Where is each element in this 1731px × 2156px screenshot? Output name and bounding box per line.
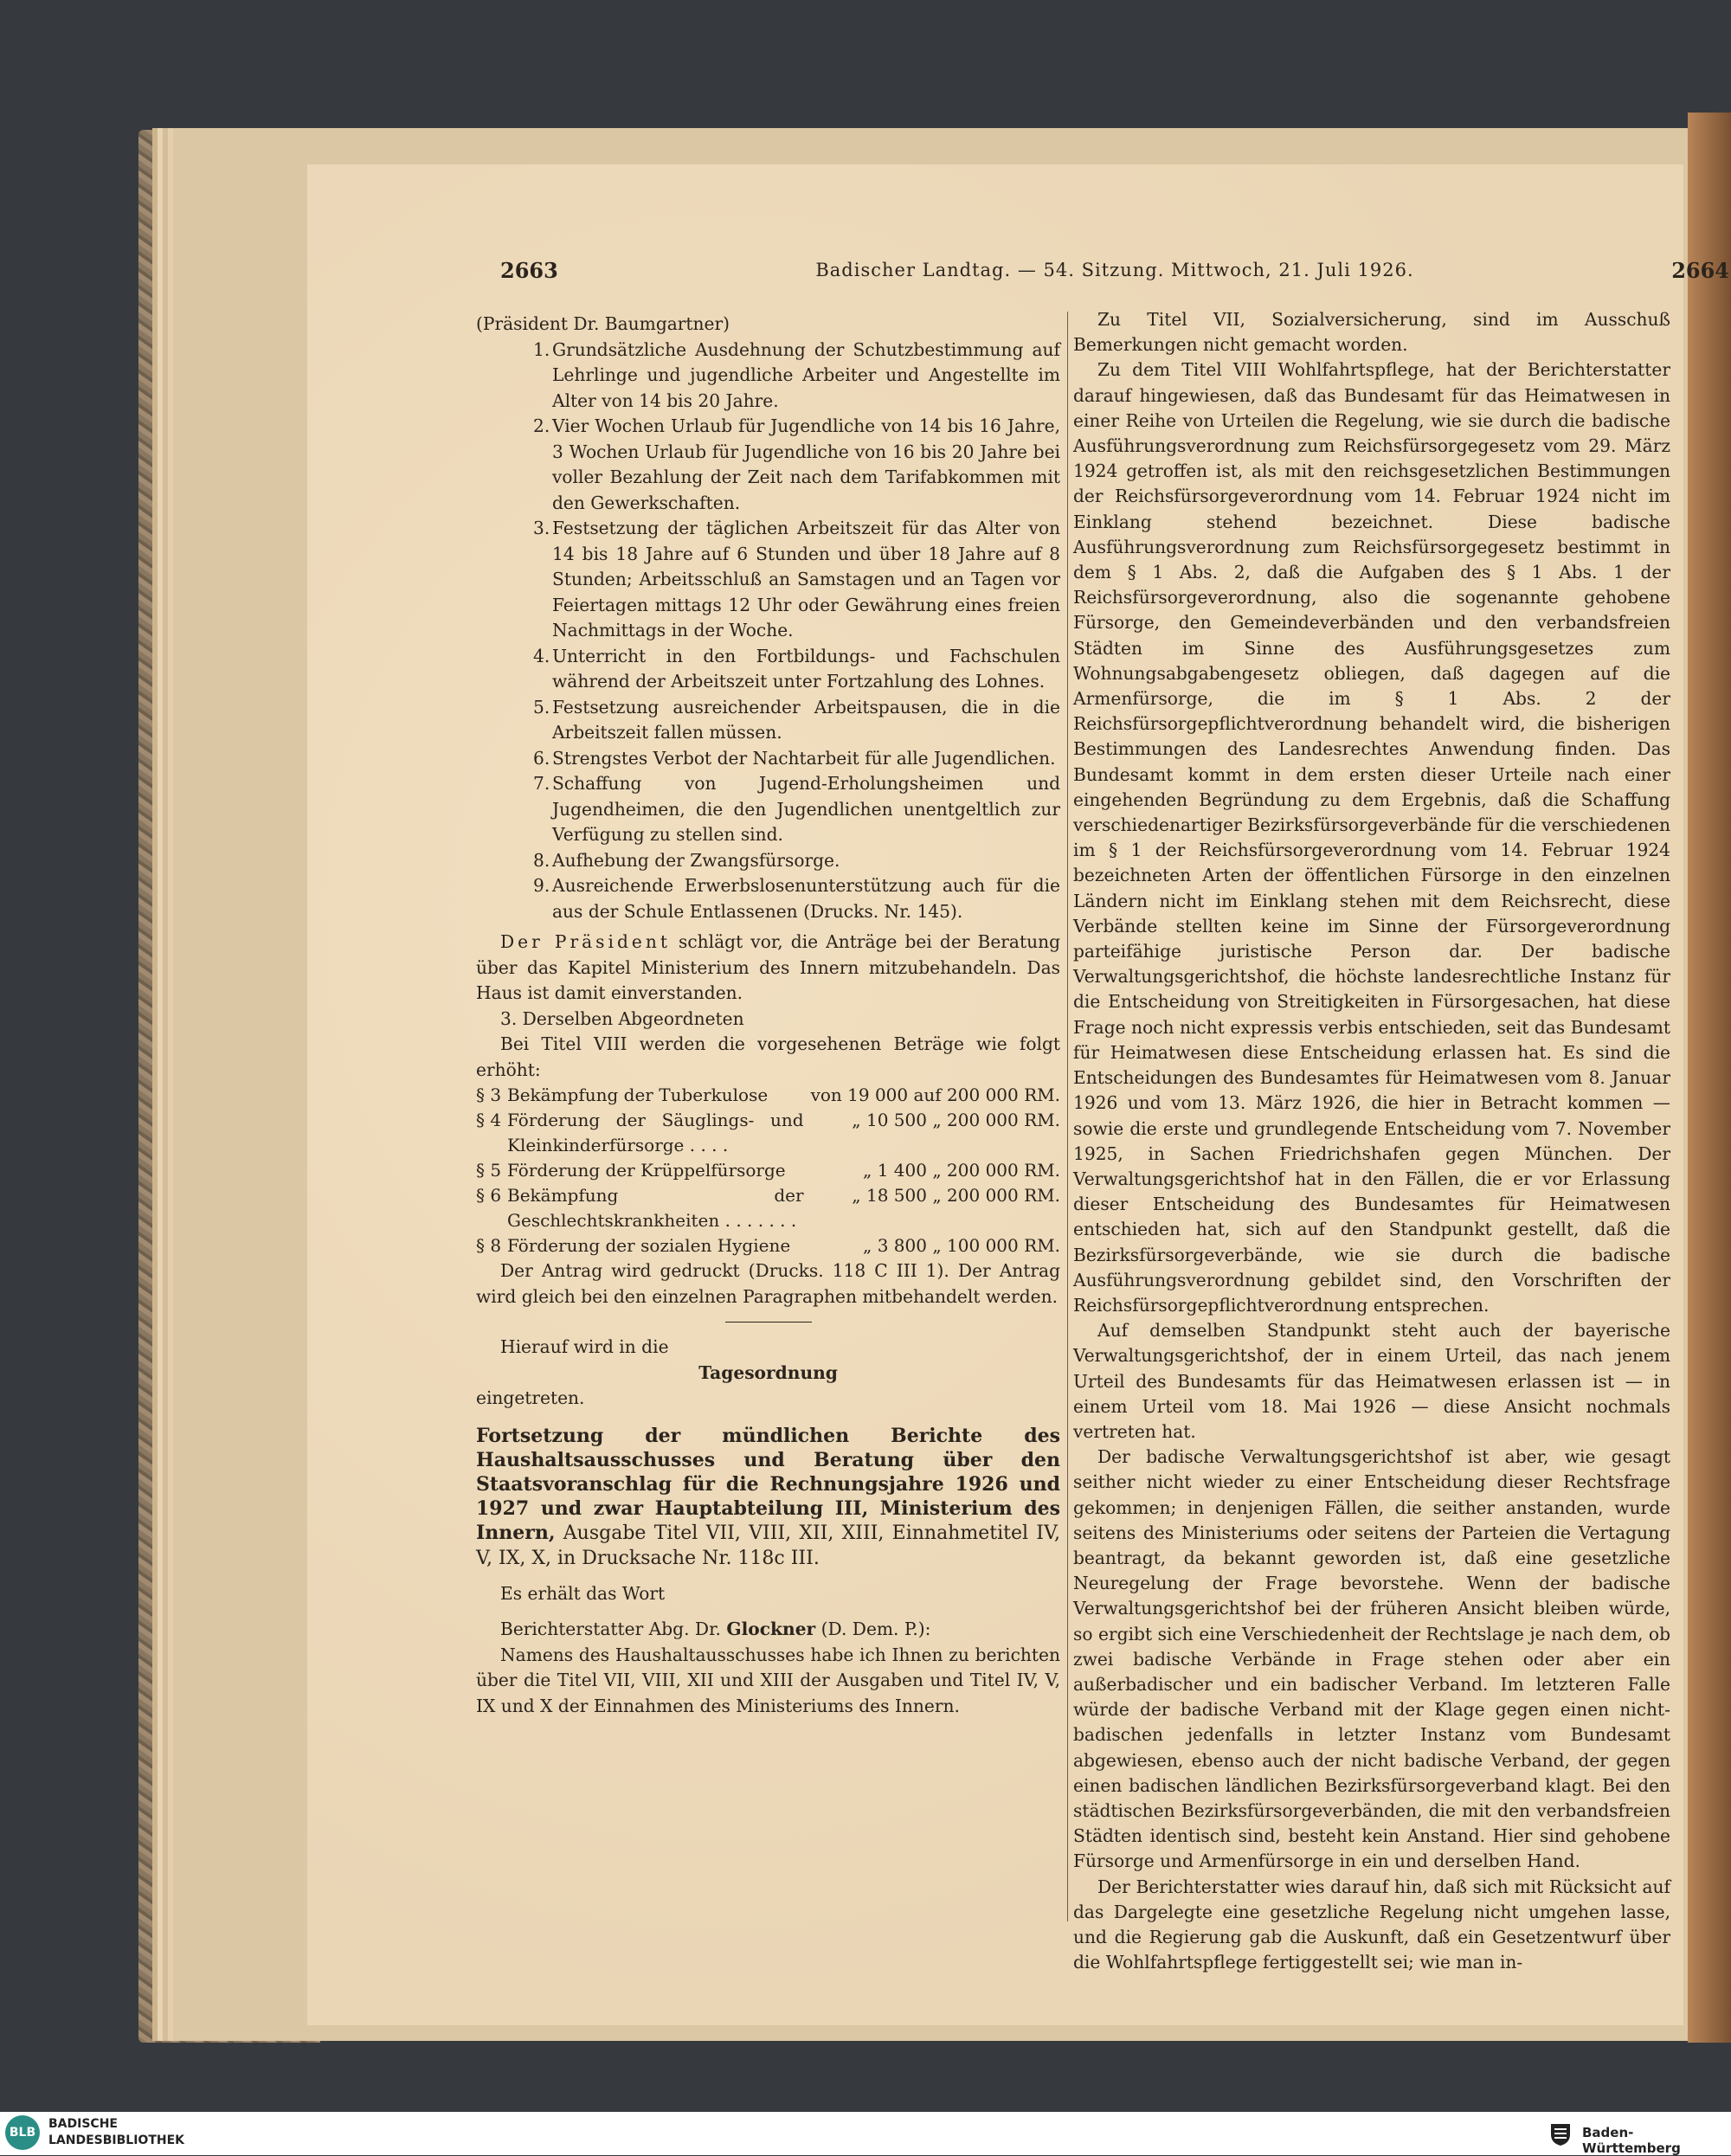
- antrag-paragraph: Der Antrag wird gedruckt (Drucks. 118 C III 1). Der Antrag wird gleich bei den einzelnen Paragraphen mitbehandelt werden.: [476, 1260, 1060, 1307]
- demand-item: [476, 695, 1060, 746]
- budget-par: § 8: [476, 1235, 502, 1256]
- berichterstatter-pre: Berichterstatter Abg. Dr.: [500, 1619, 727, 1639]
- budget-label: Förderung der Säuglings- und Kleinkinderfürsorge . . . .: [507, 1110, 804, 1155]
- demand-item: [476, 644, 1060, 695]
- book-edge: [1688, 113, 1731, 2043]
- blb-name-line2: LANDESBIBLIOTHEK: [48, 2133, 185, 2147]
- bw-name[interactable]: Baden-Württemberg: [1582, 2125, 1681, 2156]
- budget-row: [476, 1233, 1060, 1258]
- page-header: [500, 258, 1729, 293]
- agenda-heading-bold: Fortsetzung der mündlichen Berichte des Haushaltsausschusses und Beratung über den Staatsvoranschlag für die Rechnungsjahre 1926 und 1927 und zwar Hauptabteilung III, Ministerium des Innern,: [476, 1424, 1060, 1544]
- running-head: Badischer Landtag. — 54. Sitzung. Mittwoch, 21. Juli 1926.: [815, 260, 1414, 280]
- abgeordneten-line: 3. Derselben Abgeordneten: [500, 1007, 744, 1029]
- blb-name: [48, 2116, 184, 2149]
- budget-amount: „ 18 500 „ 200 000 RM.: [852, 1185, 1060, 1206]
- demand-text: Festsetzung der täglichen Arbeitszeit für das Alter von 14 bis 18 Jahre auf 6 Stunden und über 18 Jahre auf 8 Stunden; Arbeitsschluß an Samstagen und an Tagen vor Feiertagen mittags 12 Uhr oder Gewährung eines freien Nachmittags in der Woche.: [552, 518, 1060, 640]
- praesident-word: Der Präsident: [500, 931, 671, 952]
- agenda-heading: [476, 1424, 1060, 1571]
- demand-text: Ausreichende Erwerbslosenunterstützung auch für die aus der Schule Entlassenen (Drucks. Nr. 145).: [552, 875, 1060, 922]
- budget-row: [476, 1183, 1060, 1233]
- library-footer: [0, 2112, 1731, 2155]
- demand-item: [476, 516, 1060, 644]
- budget-amount: „ 3 800 „ 100 000 RM.: [862, 1235, 1060, 1256]
- demand-item: [476, 873, 1060, 924]
- demand-number: 8.: [533, 849, 550, 871]
- budget-amount: „ 10 500 „ 200 000 RM.: [852, 1110, 1060, 1130]
- budget-row: [476, 1158, 1060, 1183]
- left-column: [476, 312, 1060, 1719]
- demand-item: [476, 746, 1060, 772]
- budget-label: Förderung der sozialen Hygiene: [507, 1235, 791, 1256]
- demand-text: Schaffung von Jugend-Erholungsheimen und Jugendheimen, die den Jugendlichen unentgeltlich zur Verfügung zu stellen sind.: [552, 773, 1060, 845]
- right-paragraph: Der badische Verwaltungsgerichtshof ist aber, wie gesagt seither nicht wieder zu einer Entscheidung dieser Rechtsfrage gekommen; in denjenigen Fällen, die seither anstanden, wurde seitens des Ministeriums oder seitens der Parteien die Vertagung beantragt, da bekannt geworden ist, daß eine gesetzliche Neuregelung der Frage bevorstehe. Wenn der badische Verwaltungsgerichtshof bei der früheren Ansicht bleiben würde, so ergibt sich eine Verschiedenheit der Rechtslage je nach dem, ob zwei badische Verbände in Frage stehen oder aber ein außerbadischer und ein badischer Verband. Im letzteren Falle würde der badische Verband mit der Klage gegen einen nicht-badischen jedenfalls in letzter Instanz vom Bundesamt abgewiesen, ebenso auch der nicht badische Verband, der gegen einen badischen ländlichen Bezirksfürsorgeverband klagt. Bei den städtischen Bezirksfürsorgeverbänden, die mit den verbandsfreien Städten identisch sind, besteht kein Anstand. Hier sind gehobene Fürsorge und Armenfürsorge in ein und derselben Hand.: [1073, 1446, 1670, 1872]
- speaker-label: (Präsident Dr. Baumgartner): [476, 313, 730, 334]
- page-number-left: 2663: [500, 258, 558, 283]
- hierauf-line: Hierauf wird in die: [500, 1336, 669, 1357]
- page-number-right: 2664: [1671, 258, 1729, 283]
- demand-number: 4.: [533, 645, 550, 666]
- demand-text: Grundsätzliche Ausdehnung der Schutzbestimmung auf Lehrlinge und jugendliche Arbeiter und Angestellte im Alter von 14 bis 20 Jahre.: [552, 338, 1060, 411]
- budget-par: § 5: [476, 1160, 502, 1181]
- right-paragraph: Der Berichterstatter wies darauf hin, daß sich mit Rücksicht auf das Dargelegte eine gesetzliche Regelung nicht umgehen lasse, und die Regierung gab die Auskunft, daß ein Gesetzentwurf über die Wohlfahrtspflege fertiggestellt sei; wie man in-: [1073, 1876, 1670, 1973]
- demand-item: [476, 338, 1060, 415]
- right-column: [1073, 307, 1670, 1975]
- demand-text: Unterricht in den Fortbildungs- und Fachschulen während der Arbeitszeit unter Fortzahlung des Lohnes.: [552, 645, 1060, 692]
- demand-number: 3.: [533, 518, 550, 538]
- demand-item: [476, 414, 1060, 516]
- right-paragraph: Auf demselben Standpunkt steht auch der bayerische Verwaltungsgerichtshof, der in einem Urteil, das nach jenem Urteil des Bundesamts für das Heimatwesen erlassen ist — in einem Urteil vom 18. Mai 1926 — diese Ansicht nochmals vertreten hat.: [1073, 1320, 1670, 1442]
- demand-text: Festsetzung ausreichender Arbeitspausen, die in die Arbeitszeit fallen müssen.: [552, 696, 1060, 743]
- demand-text: Aufhebung der Zwangsfürsorge.: [552, 849, 840, 871]
- berichterstatter-line: [476, 1617, 1060, 1643]
- blb-logo[interactable]: BLB: [5, 2115, 40, 2150]
- namens-paragraph: Namens des Haushaltausschusses habe ich Ihnen zu berichten über die Titel VII, VIII, XII und XIII der Ausgaben und Titel IV, V, IX und X der Einnahmen des Ministeriums des Innern.: [476, 1644, 1060, 1716]
- budget-par: § 6: [476, 1185, 502, 1206]
- berichterstatter-name: Glockner: [726, 1619, 816, 1639]
- budget-par: § 4: [476, 1110, 502, 1130]
- demand-number: 5.: [533, 696, 550, 718]
- praesident-text: schlägt vor, die Anträge bei der Beratung über das Kapitel Ministerium des Innern mitzubehandeln. Das Haus ist damit einverstanden.: [476, 931, 1060, 1003]
- budget-label: Bekämpfung der Tuberkulose: [507, 1084, 769, 1105]
- budget-row: [476, 1108, 1060, 1158]
- demand-number: 9.: [533, 875, 550, 896]
- budget-label: Bekämpfung der Geschlechtskrankheiten . . . . . . .: [507, 1185, 804, 1231]
- demand-number: 2.: [533, 415, 550, 436]
- budget-label: Förderung der Krüppelfürsorge: [507, 1160, 786, 1181]
- book-page: [307, 164, 1729, 2025]
- wort-line: Es erhält das Wort: [500, 1582, 666, 1604]
- coat-of-arms-icon: [1548, 2121, 1573, 2146]
- budget-row: [476, 1083, 1060, 1108]
- right-paragraph: Zu dem Titel VIII Wohlfahrtspflege, hat der Berichterstatter darauf hingewiesen, daß das Bundesamt für das Heimatwesen in einer Reihe von Urteilen die Regelung, wie sie durch die badische Ausführungsverordnung zum Reichsfürsorgegesetz vom 29. März 1924 getroffen ist, als mit den reichsgesetzlichen Bestimmungen der Reichsfürsorgeverordnung vom 14. Februar 1924 nicht im Einklang stehend bezeichnet. Diese badische Ausführungsverordnung zum Reichsfürsorgegesetz bestimmt in dem § 1 Abs. 2, daß die Aufgaben des § 1 Abs. 1 der Reichsfürsorgeverordnung, also die sogenannte gehobene Fürsorge, den Gemeindeverbänden und den verbandsfreien Städten im Sinne des Ausführungsgesetzes zum Wohnungsabgabengesetz obliegen, daß dagegen auf die Armenfürsorge, die im § 1 Abs. 2 der Reichsfürsorgepflichtverordnung behandelt wird, die bisherigen Bestimmungen des Landesrechtes Anwendung finden. Das Bundesamt kommt in dem ersten dieser Urteile nach einer eingehenden Begründung zu dem Ergebnis, daß die Schaffung verschiedenartiger Bezirksfürsorgeverbände für die verschiedenen im § 1 der Reichsfürsorgeverordnung vom 14. Februar 1924 bezeichneten Arten der öffentlichen Fürsorge in den einzelnen Ländern nicht im Einklang stehen mit dem Reichsrecht, diese Verbände stellten keine im Sinne der Fürsorgeverordnung parteifähige juristische Person dar. Der badische Verwaltungsgerichtshof, die höchste landesrechtliche Instanz für die Entscheidung von Streitigkeiten in Fürsorgesachen, hat diese Frage noch nicht expressis verbis entschieden, seit das Bundesamt für Heimatwesen diese Entscheidung erlassen hat. Es sind die Entscheidungen des Bundesamtes für Heimatwesen vom 8. Januar 1926 und vom 13. März 1926, die hier in Betracht kommen — sowie die erste und grundlegende Entscheidung vom 7. November 1925, in Sachen Friedrichshafen gegen München. Der Verwaltungsgerichtshof hat in den Fällen, die er vor Erlassung dieser Entscheidung des Bundesamtes für Heimatwesen entschieden hat, sich auf den Standpunkt gestellt, daß die Bezirksfürsorgeverbände, wie sie durch die badische Ausführungsverordnung gebildet sind, den Vorschriften der Reichsfürsorgepflichtverordnung entsprechen.: [1073, 359, 1670, 1316]
- demand-text: Strengstes Verbot der Nachtarbeit für alle Jugendlichen.: [552, 747, 1056, 769]
- budget-table: [476, 1083, 1060, 1258]
- agenda-heading-rest: Ausgabe Titel VII, VIII, XII, XIII, Einnahmetitel IV, V, IX, X, in Drucksache Nr. 118c III.: [476, 1522, 1060, 1569]
- budget-par: § 3: [476, 1084, 502, 1105]
- demand-number: 7.: [533, 773, 550, 794]
- praesident-paragraph: [476, 930, 1060, 1007]
- demand-text: Vier Wochen Urlaub für Jugendliche von 14 bis 16 Jahre, 3 Wochen Urlaub für Jugendliche von 16 bis 20 Jahre bei voller Bezahlung der Zeit nach dem Tarifabkommen mit den Gewerkschaften.: [552, 415, 1060, 513]
- tagesordnung-heading: Tagesordnung: [698, 1361, 838, 1383]
- budget-amount: „ 1 400 „ 200 000 RM.: [862, 1160, 1060, 1181]
- right-paragraph: Zu Titel VII, Sozialversicherung, sind im Ausschuß Bemerkungen nicht gemacht worden.: [1073, 309, 1670, 356]
- eingetreten-line: eingetreten.: [476, 1387, 585, 1408]
- blb-name-line1: BADISCHE: [48, 2117, 118, 2131]
- berichterstatter-post: (D. Dem. P.):: [815, 1619, 931, 1639]
- demand-item: [476, 848, 1060, 874]
- demand-number: 6.: [533, 747, 550, 769]
- titel-intro: Bei Titel VIII werden die vorgesehenen Beträge wie folgt erhöht:: [476, 1033, 1060, 1080]
- demands-list: [476, 338, 1060, 925]
- demand-number: 1.: [533, 338, 550, 360]
- budget-amount: von 19 000 auf 200 000 RM.: [810, 1084, 1060, 1105]
- separator-line: [725, 1322, 812, 1323]
- column-rule: [1067, 312, 1068, 1921]
- demand-item: [476, 771, 1060, 848]
